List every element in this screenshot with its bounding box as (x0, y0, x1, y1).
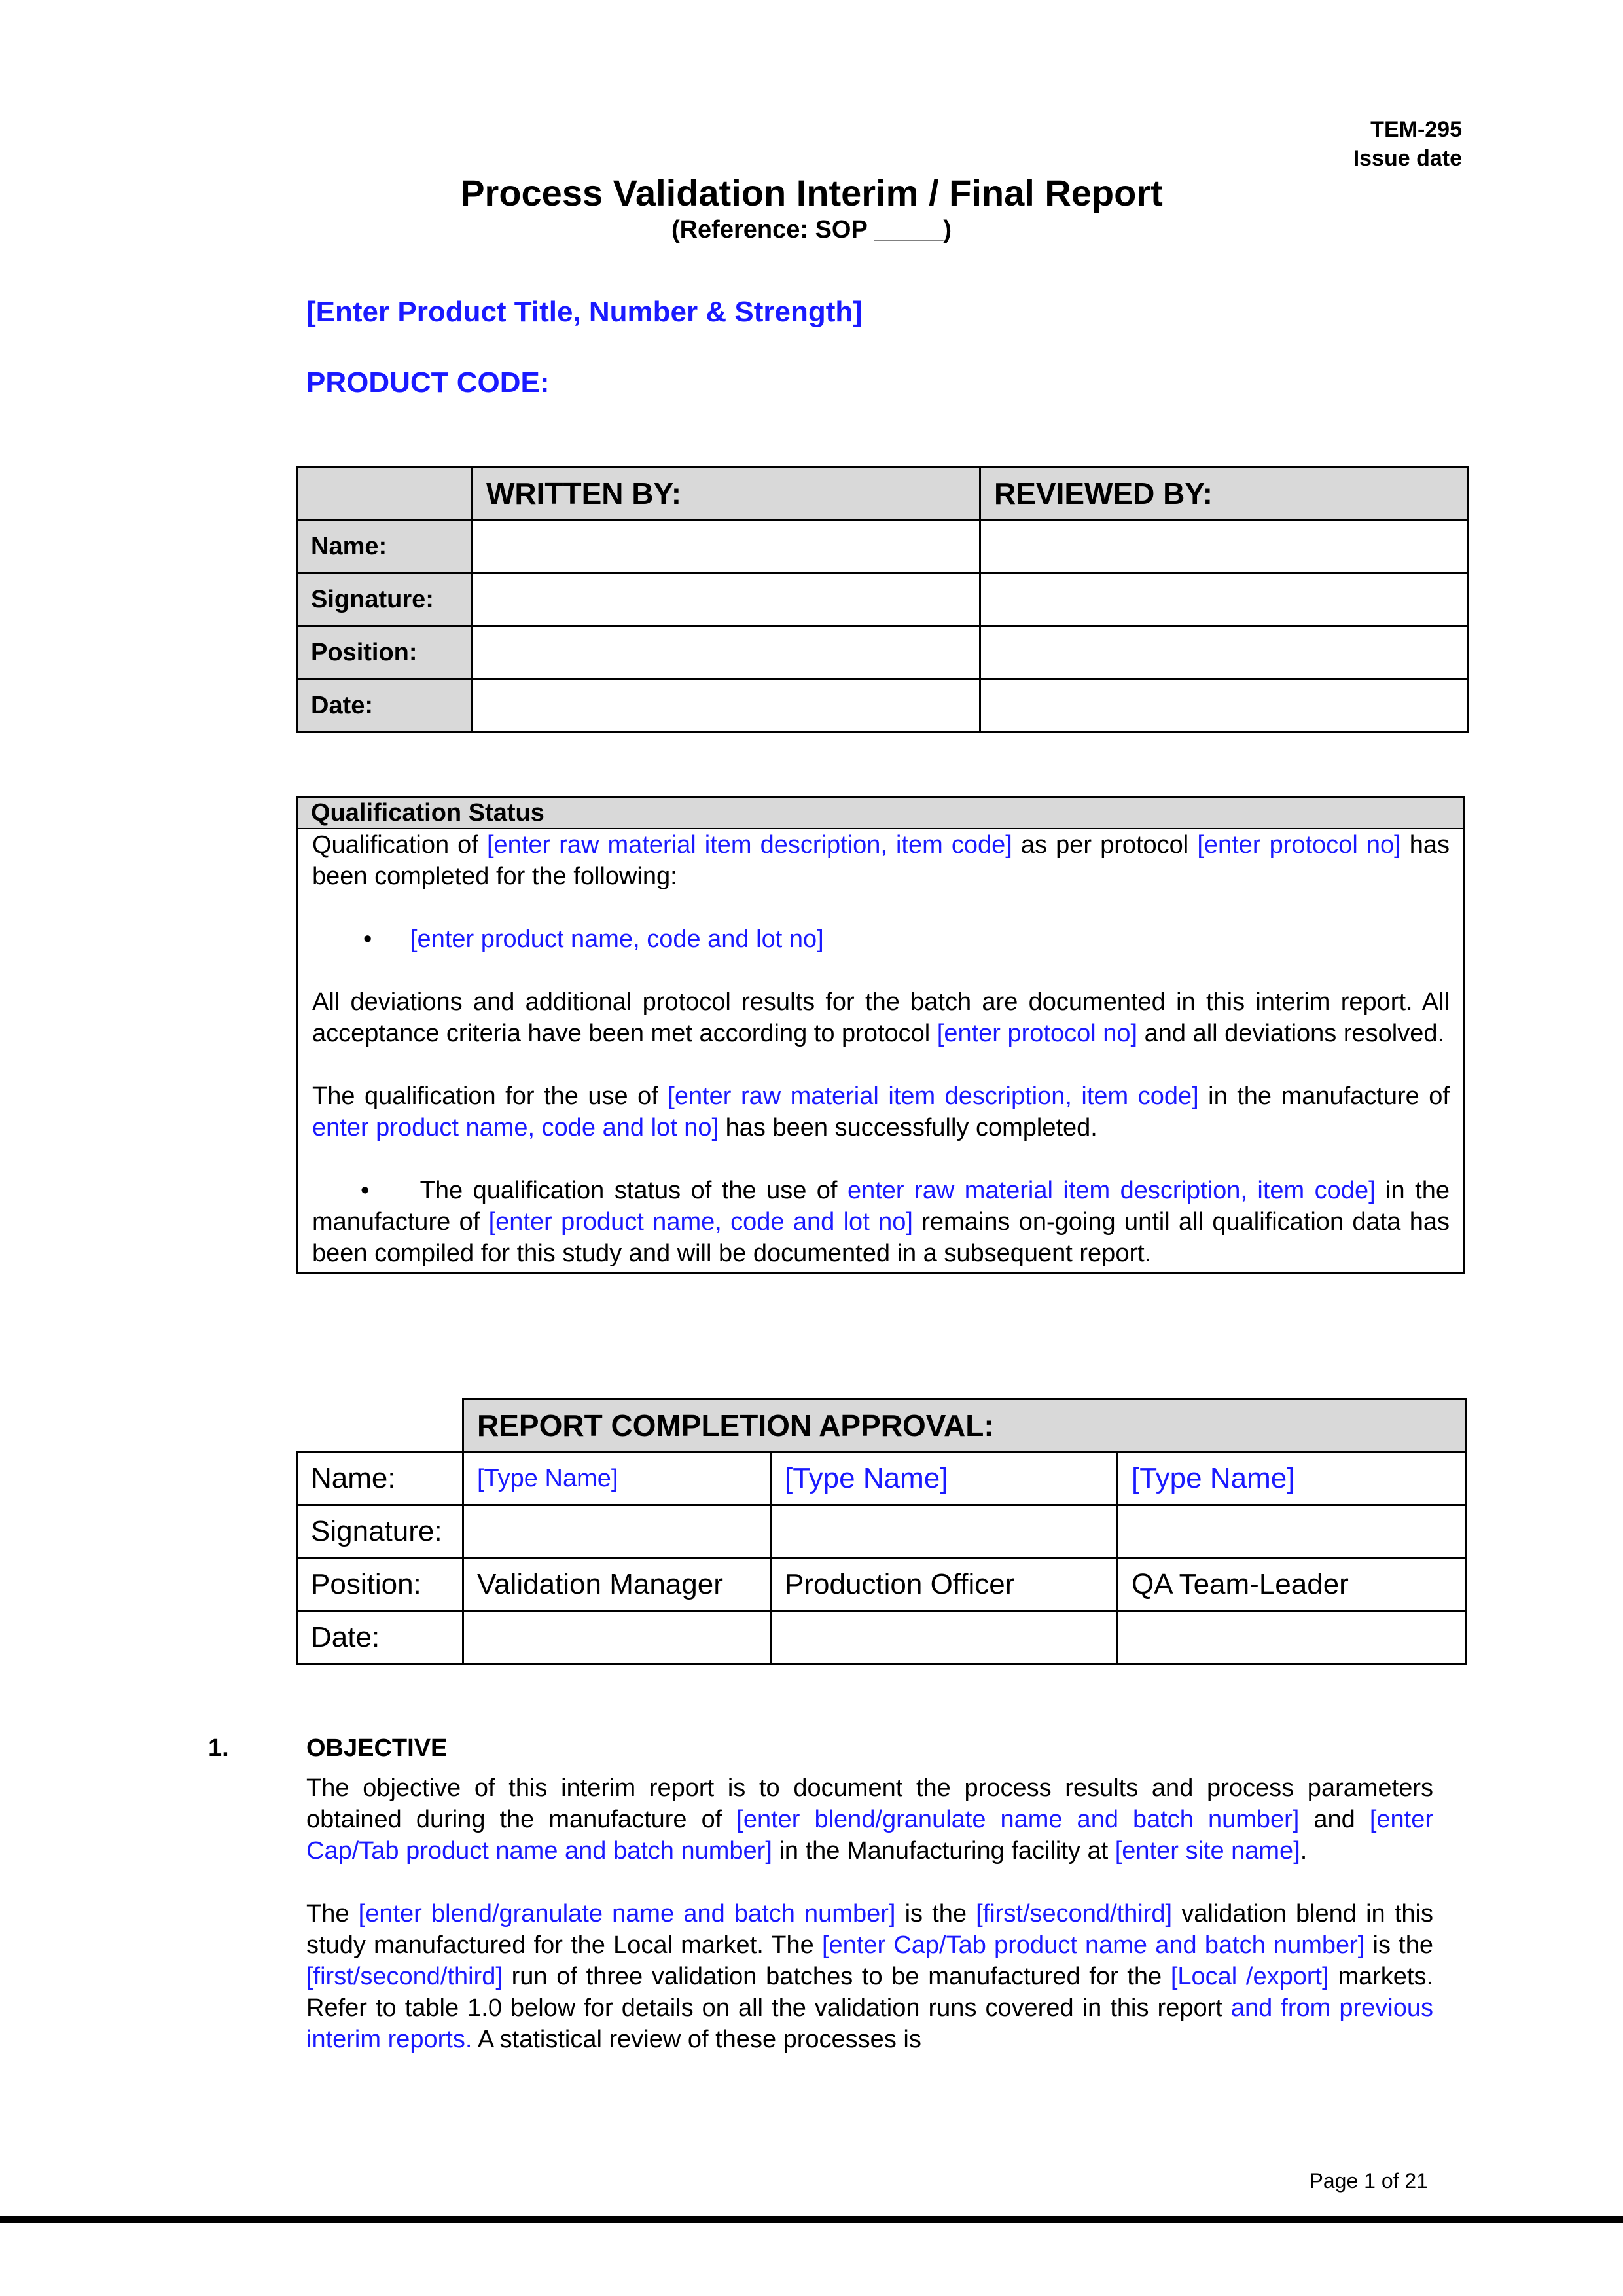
objective-body (306, 1772, 1433, 2055)
signature-row-label: Signature: (297, 573, 473, 626)
approval-position-1: Validation Manager (463, 1558, 771, 1611)
document-title: Process Validation Interim / Final Report (460, 172, 1163, 213)
approval-corner-cell (297, 1399, 463, 1452)
qualification-status-box (296, 796, 1465, 1274)
position-row-label: Position: (297, 626, 473, 679)
product-batch-placeholder[interactable]: [enter Cap/Tab product name and batch number] (821, 1931, 1365, 1959)
reviewed-by-date-cell[interactable] (980, 679, 1469, 732)
written-by-signature-cell[interactable] (473, 573, 980, 626)
product-lot-placeholder[interactable]: [enter product name, code and lot no] (488, 1208, 913, 1236)
qualification-paragraph-3: The qualification for the use of [enter raw material item description, item code] in the manufacture of enter product name, code and lot no] has been successfully completed. (312, 1083, 1450, 1141)
issue-date: Issue date (1353, 146, 1462, 171)
market-placeholder[interactable]: [Local /export] (1170, 1963, 1329, 1990)
reviewed-by-signature-cell[interactable] (980, 573, 1469, 626)
site-name-placeholder[interactable]: [enter site name] (1115, 1837, 1300, 1865)
bullet-icon: • (361, 1177, 370, 1204)
approval-date-1[interactable] (463, 1611, 771, 1664)
product-lot-placeholder[interactable]: enter product name, code and lot no] (312, 1114, 719, 1141)
approval-date-2[interactable] (771, 1611, 1118, 1664)
blend-batch-placeholder[interactable]: [enter blend/granulate name and batch number] (358, 1900, 896, 1928)
qualification-paragraph-1: Qualification of [enter raw material item description, item code] as per protocol [enter protocol no] has been completed for the following: (312, 831, 1450, 890)
approval-name-1[interactable]: [Type Name] (463, 1452, 771, 1505)
approval-position-3: QA Team-Leader (1118, 1558, 1466, 1611)
date-row-label: Date: (297, 679, 473, 732)
written-by-date-cell[interactable] (473, 679, 980, 732)
approval-position-2: Production Officer (771, 1558, 1118, 1611)
qualification-paragraph-2: All deviations and additional protocol results for the batch are documented in this interim report. All acceptance criteria have been met according to protocol [enter protocol no] and all deviations resolved. (312, 988, 1450, 1047)
footer-rule (0, 2216, 1623, 2223)
reviewed-by-name-cell[interactable] (980, 520, 1469, 573)
authorship-corner-cell (297, 467, 473, 520)
written-by-position-cell[interactable] (473, 626, 980, 679)
document-id-block (1353, 115, 1462, 173)
approval-header: REPORT COMPLETION APPROVAL: (463, 1399, 1466, 1452)
qualification-paragraph-4: • The qualification status of the use of enter raw material item description, item code] in the manufacture of [enter product name, code and lot no] remains on-going until all qualification data has been compiled for this study and will be documented in a subsequent report. (312, 1175, 1450, 1269)
product-batch-placeholder[interactable]: [enter Cap/Tab product name and batch number] (306, 1806, 1433, 1865)
approval-name-2[interactable]: [Type Name] (771, 1452, 1118, 1505)
page-number: Page 1 of 21 (1309, 2169, 1428, 2193)
approval-signature-label: Signature: (297, 1505, 463, 1558)
approval-date-3[interactable] (1118, 1611, 1466, 1664)
approval-name-3[interactable]: [Type Name] (1118, 1452, 1466, 1505)
product-title-placeholder[interactable]: [Enter Product Title, Number & Strength] (306, 296, 863, 328)
approval-signature-1[interactable] (463, 1505, 771, 1558)
bullet-list-item (312, 924, 1450, 955)
reviewed-by-header: REVIEWED BY: (980, 467, 1469, 520)
document-reference: (Reference: SOP _____) (671, 216, 952, 243)
ordinal-placeholder[interactable]: [first/second/third] (976, 1900, 1173, 1928)
approval-table (296, 1398, 1467, 1665)
document-code: TEM-295 (1370, 117, 1462, 142)
raw-material-placeholder[interactable]: enter raw material item description, item code] (847, 1177, 1376, 1204)
section-number: 1. (208, 1734, 229, 1762)
objective-paragraph-1: The objective of this interim report is to document the process results and process parameters obtained during the manufacture of [enter blend/granulate name and batch number] and [enter Cap/Tab product name and batch number] in the Manufacturing facility at [enter site name]. (306, 1774, 1433, 1865)
authorship-table (296, 466, 1469, 733)
previous-reports-text: and from previous interim reports. (306, 1994, 1433, 2053)
approval-signature-2[interactable] (771, 1505, 1118, 1558)
section-title: OBJECTIVE (306, 1734, 448, 1762)
qualification-status-body (298, 829, 1463, 1272)
approval-position-label: Position: (297, 1558, 463, 1611)
written-by-name-cell[interactable] (473, 520, 980, 573)
approval-date-label: Date: (297, 1611, 463, 1664)
objective-paragraph-2: The [enter blend/granulate name and batch number] is the [first/second/third] validation blend in this study manufactured for the Local market. The [enter Cap/Tab product name and batch number] is the [first/second/third] run of three validation batches to be manufactured for the [Local /export] markets. Refer to table 1.0 below for details on all the validation runs covered in this report and from previous interim reports. A statistical review of these processes is (306, 1900, 1434, 2053)
approval-name-label: Name: (297, 1452, 463, 1505)
name-row-label: Name: (297, 520, 473, 573)
raw-material-placeholder[interactable]: [enter raw material item description, item code] (486, 831, 1012, 859)
approval-signature-3[interactable] (1118, 1505, 1466, 1558)
product-code-label: PRODUCT CODE: (306, 367, 550, 399)
protocol-no-placeholder[interactable]: [enter protocol no] (1197, 831, 1401, 859)
qualification-status-heading: Qualification Status (298, 798, 1463, 829)
written-by-header: WRITTEN BY: (473, 467, 980, 520)
product-lot-placeholder[interactable]: [enter product name, code and lot no] (410, 925, 824, 953)
protocol-no-placeholder[interactable]: [enter protocol no] (936, 1020, 1138, 1047)
ordinal-placeholder[interactable]: [first/second/third] (306, 1963, 503, 1990)
blend-batch-placeholder[interactable]: [enter blend/granulate name and batch number] (736, 1806, 1300, 1833)
reviewed-by-position-cell[interactable] (980, 626, 1469, 679)
raw-material-placeholder[interactable]: [enter raw material item description, item code] (668, 1083, 1199, 1110)
bullet-icon: • (363, 925, 372, 953)
